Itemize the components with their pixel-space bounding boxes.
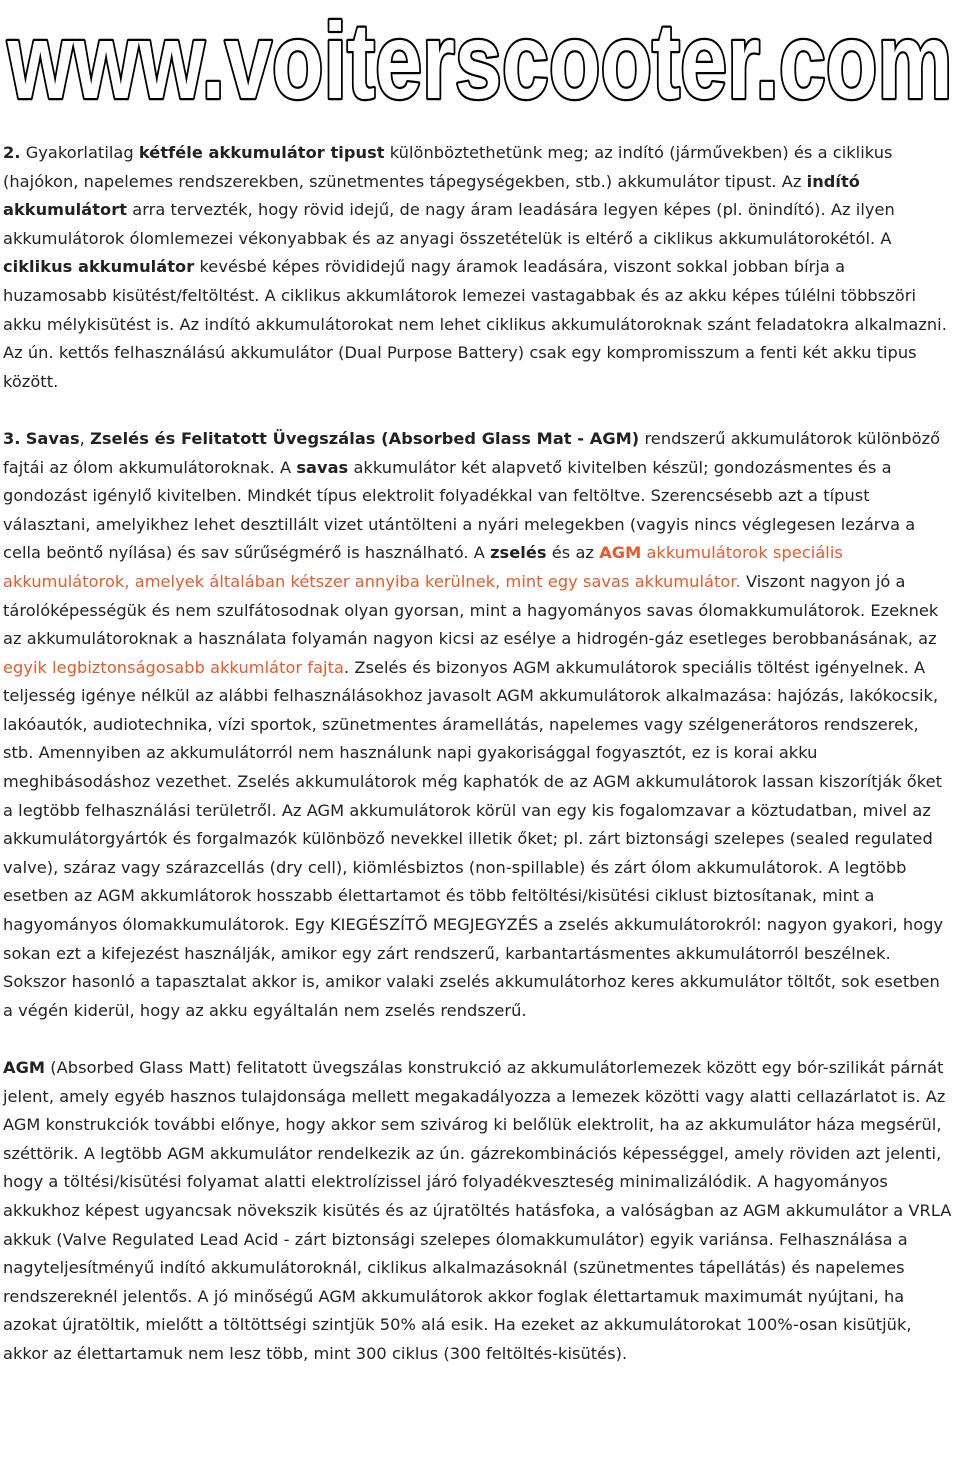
article-body bbox=[3, 139, 953, 1369]
highlight-agm-price: AGM akkumulátorok speciális akkumulátorok, amelyek általában kétszer annyiba kerülnek, mint egy savas akkumulátor. bbox=[3, 543, 843, 591]
section-3-paragraph: 3. Savas, Zselés és Felitatott Üvegszálas (Absorbed Glass Mat - AGM) rendszerű akkumulátorok különböző fajtái az ólom akkumulátoroknak. A savas akkumulátor két alapvető kivitelben készül; gondozásmentes és a gondozást igénylő kivitelben. Mindkét típus elektrolit folyadékkal van feltöltve. Szerencsésebb azt a típust választani, amelyikhez lehet desztillált vizet utántölteni a nyári melegekben (vagyis nincs véglegesen lezárva a cella beöntő nyílása) és sav sűrűségmérő is használható. A zselés és az AGM akkumulátorok speciális akkumulátorok, amelyek általában kétszer annyiba kerülnek, mint egy savas akkumulátor. Viszont nagyon jó a tárolóképességük és nem szulfátosodnak olyan gyorsan, mint a hagyományos savas ólomakkumulátorok. Ezeknek az akkumulátoroknak a használata folyamán nagyon kicsi az esélye a hidrogén-gáz esetleges berobbanásának, az egyik legbiztonságosabb akkumlátor fajta. Zselés és bizonyos AGM akkumulátorok speciális töltést igényelnek. A teljesség igénye nélkül az alábbi felhasználásokhoz javasolt AGM akkumulátorok alkalmazása: hajózás, lakókocsik, lakóautók, audiotechnika, vízi sportok, szünetmentes áramellátás, napelemes vagy szélgenerátoros rendszerek, stb. Amennyiben az akkumulátorról nem használunk napi gyakorisággal fogyasztót, ez is korai akku meghibásodáshoz vezethet. Zselés akkumulátorok még kaphatók de az AGM akkumulátorok lassan kiszorítják őket a legtöbb felhasználási területről. Az AGM akkumulátorok körül van egy kis fogalomzavar a köztudatban, mivel az akkumulátorgyártók és forgalmazók különböző nevekkel illetik őket; pl. zárt biztonsági szelepes (sealed regulated valve), száraz vagy szárazcellás (dry cell), kiömlésbiztos (non-spillable) és zárt ólom akkumulátorok. A legtöbb esetben az AGM akkumlátorok hosszabb élettartamot és több feltöltési/kisütési ciklust biztosítanak, mint a hagyományos ólomakkumulátorok. Egy KIEGÉSZÍTŐ MEGJEGYZÉS a zselés akkumulátorokról: nagyon gyakori, hogy sokan ezt a kifejezést használják, amikor egy zárt rendszerű, karbantartásmentes akkumulátorról beszélnek. Sokszor hasonló a tapasztalat akkor is, amikor valaki zselés akkumulátorhoz keres akkumulátor töltőt, sok esetben a végén kiderül, hogy az akku egyáltalán nem zselés rendszerű. bbox=[3, 428, 944, 1020]
section-number: 3. bbox=[3, 428, 21, 448]
site-logo[interactable] bbox=[0, 0, 960, 118]
section-number: 2. bbox=[3, 143, 21, 162]
highlight-safest-battery: egyik legbiztonságosabb akkumlátor fajta bbox=[3, 657, 344, 677]
site-logo-text: www.voiterscooter.com bbox=[6, 0, 953, 118]
agm-paragraph: AGM (Absorbed Glass Matt) felitatott üvegszálas konstrukció az akkumulátorlemezek között egy bór-szilikát párnát jelent, amely egyéb hasznos tulajdonsága mellett megakadályozza a lemezek közötti vagy alatti cellazárlatot is. Az AGM konstrukciók további előnye, hogy akkor sem szivárog ki belőlük elektrolit, ha az akkumulátor háza megsérül, széttörik. A legtöbb AGM akkumulátor rendelkezik az ún. gázrekombinációs képességgel, amely röviden azt jelenti, hogy a töltési/kisütési folyamat alatti elektrolízissel járó folyadékveszteség minimalizálódik. A hagyományos akkukhoz képest ugyancsak növekszik kisütés és az újratöltés hatásfoka, a valóságban az AGM akkumulátor a VRLA akkuk (Valve Regulated Lead Acid - zárt biztonsági szelepes ólomakkumulátor) egyik variánsa. Felhasználása a nagyteljesítményű indító akkumulátoroknál, ciklikus alkalmazásoknál (szünetmentes tápellátás) és napelemes rendszereknél jelentős. A jó minőségű AGM akkumulátorok akkor foglak élettartamuk maximumát nyújtani, ha azokat újratöltik, mielőtt a töltöttségi szintjük 50% alá esik. Ha ezeket az akkumulátorokat 100%-osan kisütjük, akkor az élettartamuk nem lesz több, mint 300 ciklus (300 feltöltés-kisütés). bbox=[3, 1058, 952, 1363]
section-2-paragraph: 2. Gyakorlatilag kétféle akkumulátor tipust különböztethetünk meg; az indító (járművekben) és a ciklikus (hajókon, napelemes rendszerekben, szünetmentes tápegységekben, stb.) akkumulátor tipust. Az indító akkumulátort arra tervezték, hogy rövid idejű, de nagy áram leadására legyen képes (pl. önindító). Az ilyen akkumulátorok ólomlemezei vékonyabbak és az anyagi összetételük is eltérő a ciklikus akkumulátorokétól. A ciklikus akkumulátor kevésbé képes rövididejű nagy áramok leadására, viszont sokkal jobban bírja a huzamosabb kisütést/feltöltést. A ciklikus akkumlátorok lemezei vastagabbak és az akku képes túlélni többszöri akku mélykisütést is. Az indító akkumulátorokat nem lehet ciklikus akkumulátoroknak szánt feladatokra alkalmazni. Az ún. kettős felhasználású akkumulátor (Dual Purpose Battery) csak egy kompromisszum a fenti két akku tipus között. bbox=[3, 143, 947, 391]
